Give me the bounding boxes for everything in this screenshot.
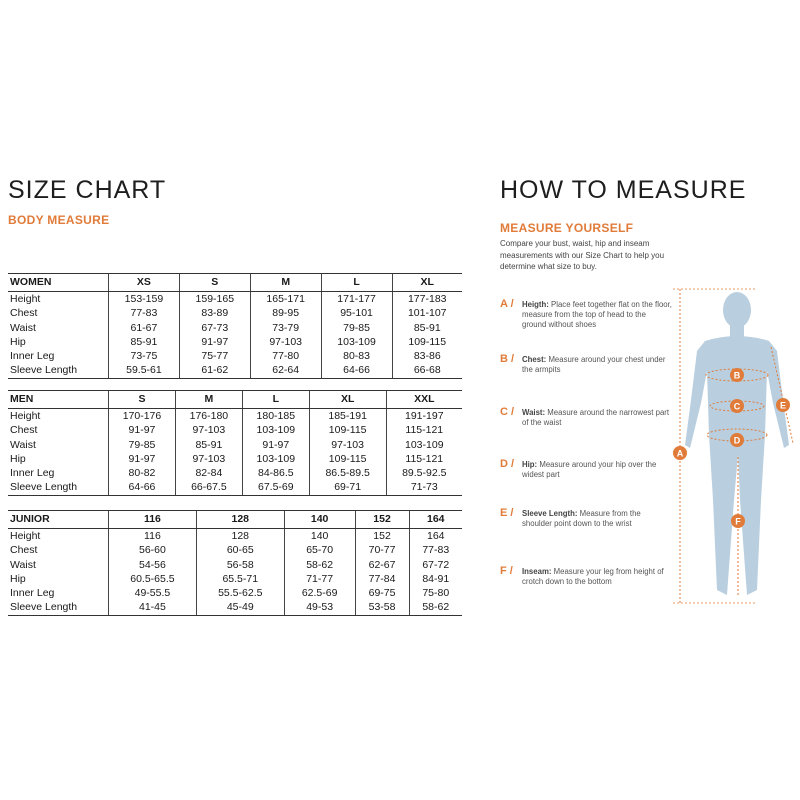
measurement-value: 70-77: [355, 543, 409, 557]
measurement-value: 91-97: [109, 423, 176, 437]
size-column-header: S: [179, 274, 250, 292]
measurement-value: 60-65: [196, 543, 284, 557]
measurement-value: 176-180: [175, 409, 242, 424]
measurement-value: 115-121: [386, 452, 462, 466]
measurement-label: Inner Leg: [10, 350, 55, 363]
measurement-value: 75-80: [409, 586, 462, 600]
step-letter: D /: [500, 458, 515, 470]
table-row: [8, 438, 462, 452]
measurement-value: 73-79: [250, 321, 321, 335]
measurement-value: 58-62: [284, 558, 355, 572]
measurement-value: 91-97: [242, 438, 309, 452]
measurement-value: 67-72: [409, 558, 462, 572]
size-column-header: L: [242, 391, 309, 409]
table-row: [8, 600, 462, 615]
step-text: Measure from the shoulder point down to the wrist: [522, 509, 641, 528]
measurement-label: Sleeve Length: [8, 600, 109, 615]
junior-size-table: [8, 510, 462, 616]
measurement-value: 61-67: [109, 321, 180, 335]
measurement-label: Height: [10, 293, 41, 305]
table-row: [8, 529, 462, 544]
table-section-heading: WOMEN: [8, 274, 109, 292]
measurement-value: 97-103: [250, 335, 321, 349]
measurement-value: 59.5-61: [109, 363, 180, 378]
measurement-label: Hip: [10, 572, 26, 585]
measurement-value: 75-77: [179, 349, 250, 363]
table-row: [8, 335, 462, 349]
measurement-label: Height: [10, 410, 41, 422]
measurement-value: 77-83: [409, 543, 462, 557]
measurement-value: 80-83: [321, 349, 392, 363]
measurement-label: Height: [10, 530, 41, 542]
table-row: [8, 480, 462, 495]
measurement-value: 103-109: [242, 423, 309, 437]
size-column-header: 128: [196, 511, 284, 529]
measurement-value: 103-109: [386, 438, 462, 452]
measurement-value: 71-77: [284, 572, 355, 586]
measurement-value: 109-115: [309, 423, 386, 437]
measurement-value: 77-83: [109, 306, 180, 320]
table-row: [8, 292, 462, 307]
measurement-value: 103-109: [321, 335, 392, 349]
measurement-label: Waist: [10, 558, 36, 571]
measurement-value: 55.5-62.5: [196, 586, 284, 600]
size-column-header: 116: [109, 511, 197, 529]
size-column-header: M: [175, 391, 242, 409]
measurement-value: 62-67: [355, 558, 409, 572]
measurement-value: 65.5-71: [196, 572, 284, 586]
measurement-value: 89-95: [250, 306, 321, 320]
measurement-value: 180-185: [242, 409, 309, 424]
step-term: Sleeve Length:: [522, 509, 578, 518]
measurement-value: 97-103: [175, 452, 242, 466]
table-row: [8, 363, 462, 378]
table-header-row: [8, 511, 462, 529]
step-term: Waist:: [522, 408, 546, 417]
size-column-header: M: [250, 274, 321, 292]
measurement-value: 85-91: [109, 335, 180, 349]
table-row: [8, 466, 462, 480]
measurement-value: 153-159: [109, 292, 180, 307]
figure-label-a: A: [676, 448, 684, 459]
measurement-value: 84-91: [409, 572, 462, 586]
table-row: [8, 586, 462, 600]
measurement-value: 66-67.5: [175, 480, 242, 495]
measurement-value: 53-58: [355, 600, 409, 615]
figure-label-c: C: [733, 401, 741, 412]
size-chart-title: SIZE CHART: [8, 176, 167, 204]
measurement-value: 69-75: [355, 586, 409, 600]
measurement-value: 95-101: [321, 306, 392, 320]
measurement-value: 171-177: [321, 292, 392, 307]
measurement-value: 191-197: [386, 409, 462, 424]
size-column-header: 152: [355, 511, 409, 529]
size-column-header: L: [321, 274, 392, 292]
measurement-value: 66-68: [392, 363, 462, 378]
measurement-value: 101-107: [392, 306, 462, 320]
size-column-header: XL: [392, 274, 462, 292]
measurement-value: 89.5-92.5: [386, 466, 462, 480]
measurement-value: 91-97: [109, 452, 176, 466]
measurement-value: 54-56: [109, 558, 197, 572]
measurement-value: 49-53: [284, 600, 355, 615]
measurement-value: 164: [409, 529, 462, 544]
body-figure: [665, 285, 800, 620]
measurement-label: Hip: [10, 452, 26, 465]
measurement-value: 165-171: [250, 292, 321, 307]
measurement-value: 82-84: [175, 466, 242, 480]
step-text: Measure around your chest under the armpits: [522, 355, 666, 374]
table-header-row: [8, 391, 462, 409]
measurement-value: 58-62: [409, 600, 462, 615]
measurement-value: 69-71: [309, 480, 386, 495]
measurement-value: 71-73: [386, 480, 462, 495]
measurement-value: 49-55.5: [109, 586, 197, 600]
measurement-value: 185-191: [309, 409, 386, 424]
table-row: [8, 321, 462, 335]
measurement-value: 62-64: [250, 363, 321, 378]
size-column-header: XXL: [386, 391, 462, 409]
size-column-header: S: [109, 391, 176, 409]
measurement-value: 77-84: [355, 572, 409, 586]
table-row: [8, 543, 462, 557]
table-row: [8, 306, 462, 320]
step-letter: E /: [500, 507, 514, 519]
step-term: Heigth:: [522, 300, 549, 309]
measurement-value: 115-121: [386, 423, 462, 437]
table-section-heading: MEN: [8, 391, 109, 409]
measurement-value: 128: [196, 529, 284, 544]
measurement-value: 79-85: [109, 438, 176, 452]
measurement-label: Hip: [10, 335, 26, 348]
measurement-value: 41-45: [109, 600, 197, 615]
measurement-label: Sleeve Length: [8, 480, 109, 495]
measurement-value: 67-73: [179, 321, 250, 335]
measurement-value: 103-109: [242, 452, 309, 466]
table-row: [8, 349, 462, 363]
step-text: Measure around the narrowest part of the waist: [522, 408, 670, 427]
figure-label-b: B: [733, 370, 741, 381]
step-text: Place feet together flat on the floor, measure from the top of head to the ground without shoes: [522, 300, 672, 329]
table-header-row: [8, 274, 462, 292]
measurement-value: 86.5-89.5: [309, 466, 386, 480]
figure-label-d: D: [733, 435, 741, 446]
measurement-value: 109-115: [309, 452, 386, 466]
measurement-value: 85-91: [392, 321, 462, 335]
body-measure-subtitle: BODY MEASURE: [8, 213, 110, 227]
step-letter: C /: [500, 406, 515, 418]
measurement-value: 56-58: [196, 558, 284, 572]
measure-yourself-subtitle: MEASURE YOURSELF: [500, 221, 634, 235]
measurement-value: 177-183: [392, 292, 462, 307]
measurement-value: 116: [109, 529, 197, 544]
measurement-label: Chest: [10, 424, 38, 437]
measurement-label: Waist: [10, 321, 36, 334]
measurement-value: 97-103: [175, 423, 242, 437]
step-text: Measure your leg from height of crotch down to the bottom: [522, 567, 664, 586]
how-to-measure-title: HOW TO MEASURE: [500, 176, 747, 204]
table-row: [8, 409, 462, 424]
measurement-value: 84-86.5: [242, 466, 309, 480]
table-section-heading: JUNIOR: [8, 511, 109, 529]
size-column-header: 164: [409, 511, 462, 529]
size-column-header: 140: [284, 511, 355, 529]
measurement-label: Sleeve Length: [8, 363, 109, 378]
measurement-value: 64-66: [109, 480, 176, 495]
measurement-label: Waist: [10, 438, 36, 451]
size-column-header: XL: [309, 391, 386, 409]
measurement-label: Chest: [10, 544, 38, 557]
measurement-value: 109-115: [392, 335, 462, 349]
step-letter: F /: [500, 565, 513, 577]
measurement-value: 152: [355, 529, 409, 544]
measurement-value: 83-86: [392, 349, 462, 363]
measurement-label: Chest: [10, 307, 38, 320]
table-row: [8, 452, 462, 466]
measurement-value: 56-60: [109, 543, 197, 557]
measurement-value: 79-85: [321, 321, 392, 335]
measurement-value: 170-176: [109, 409, 176, 424]
measurement-value: 159-165: [179, 292, 250, 307]
measurement-value: 83-89: [179, 306, 250, 320]
men-size-table: [8, 390, 462, 496]
figure-label-e: E: [779, 400, 787, 411]
measurement-value: 73-75: [109, 349, 180, 363]
measurement-value: 65-70: [284, 543, 355, 557]
table-row: [8, 572, 462, 586]
measurement-value: 61-62: [179, 363, 250, 378]
measurement-value: 67.5-69: [242, 480, 309, 495]
women-size-table: [8, 273, 462, 379]
step-letter: B /: [500, 353, 515, 365]
figure-label-f: F: [735, 516, 741, 527]
step-term: Inseam:: [522, 567, 552, 576]
measurement-label: Inner Leg: [10, 467, 55, 480]
table-row: [8, 423, 462, 437]
measurement-value: 60.5-65.5: [109, 572, 197, 586]
step-letter: A /: [500, 298, 514, 310]
size-column-header: XS: [109, 274, 180, 292]
measurement-value: 77-80: [250, 349, 321, 363]
step-text: Measure around your hip over the widest part: [522, 460, 657, 479]
measurement-value: 85-91: [175, 438, 242, 452]
measurement-value: 97-103: [309, 438, 386, 452]
measurement-value: 45-49: [196, 600, 284, 615]
measurement-value: 80-82: [109, 466, 176, 480]
measurement-value: 62.5-69: [284, 586, 355, 600]
measurement-label: Inner Leg: [10, 587, 55, 600]
step-term: Hip:: [522, 460, 538, 469]
table-row: [8, 558, 462, 572]
measurement-value: 140: [284, 529, 355, 544]
intro-text: Compare your bust, waist, hip and inseam measurements with our Size Chart to help you determine what size to buy.: [500, 239, 665, 271]
step-term: Chest:: [522, 355, 547, 364]
measurement-value: 64-66: [321, 363, 392, 378]
measurement-value: 91-97: [179, 335, 250, 349]
